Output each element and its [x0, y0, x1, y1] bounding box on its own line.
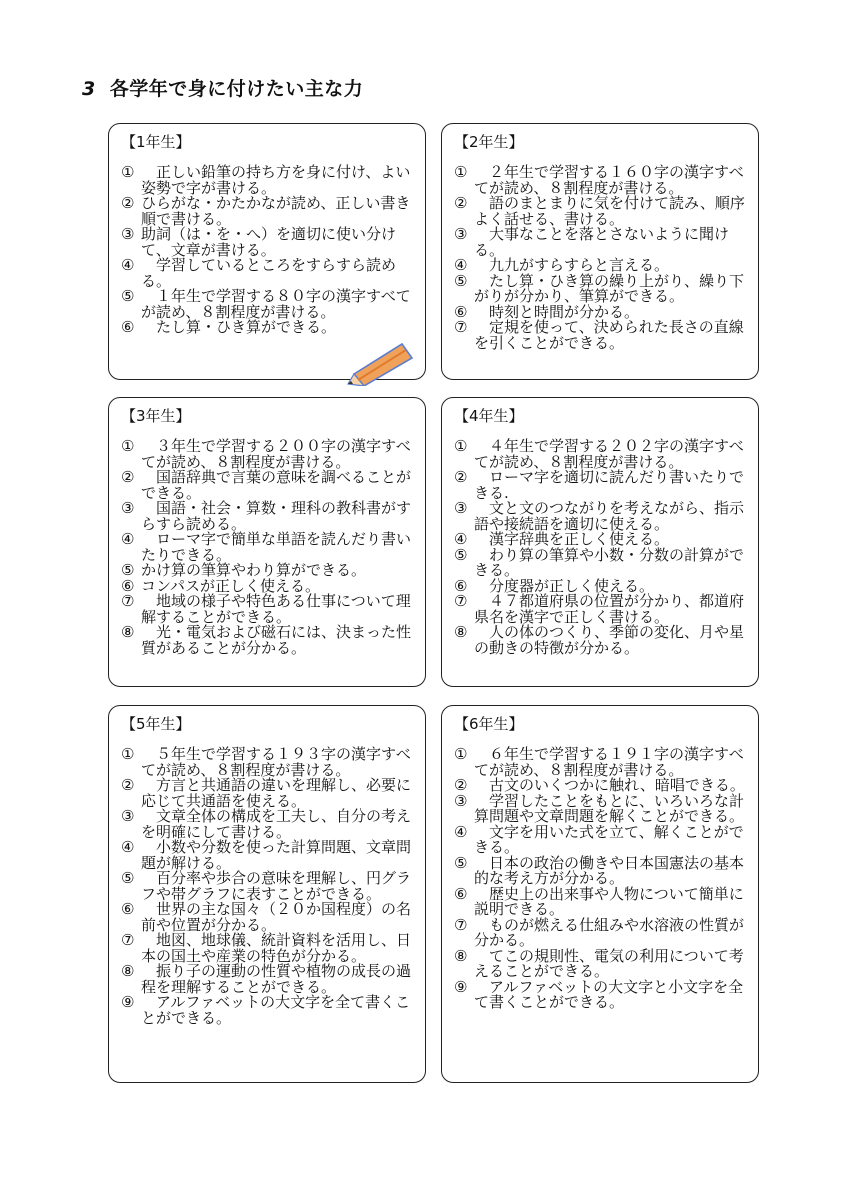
item-number: ⑦ — [121, 592, 135, 610]
item-number: ⑦ — [454, 592, 468, 610]
goal-item — [454, 196, 748, 227]
goal-item — [454, 625, 748, 656]
item-text: ２年生で学習する１６０字の漢字すべてが読め、８割程度が書ける。 — [474, 163, 744, 197]
grade-box-4 — [441, 397, 759, 687]
goal-item — [121, 258, 415, 289]
pencil-icon — [342, 340, 416, 386]
item-text: 古文のいくつかに触れ、暗唱できる。 — [474, 776, 745, 794]
goal-item — [454, 853, 748, 887]
item-number: ⑧ — [121, 623, 135, 641]
item-text: ひらがな・かたかなが読め、正しい書き順で書ける。 — [141, 194, 411, 228]
goal-item — [121, 902, 415, 933]
item-text: ローマ字を適切に読んだり書いたりできる. — [474, 468, 745, 502]
goal-item — [454, 946, 748, 980]
goal-item — [121, 501, 415, 532]
item-text: わり算の筆算や小数・分数の計算ができる。 — [474, 545, 745, 579]
item-text: 助詞（は・を・へ）を適切に使い分けて、文章が書ける。 — [141, 225, 397, 259]
goal-item — [121, 320, 415, 336]
item-number: ② — [454, 468, 468, 486]
item-text: 正しい鉛筆の持ち方を身に付け、よい姿勢で字が書ける。 — [141, 163, 411, 197]
goal-item — [454, 545, 748, 579]
goal-item — [454, 977, 748, 1011]
goal-item — [121, 840, 415, 871]
item-text: コンパスが正しく使える。 — [141, 576, 320, 595]
item-number: ④ — [454, 530, 468, 548]
item-number: ① — [121, 437, 135, 455]
item-text: 学習したことをもとに、いろいろな計算問題や文章問題を解くことができる。 — [474, 791, 745, 825]
item-text: 分度器が正しく使える。 — [474, 576, 655, 595]
goal-item — [454, 791, 748, 825]
item-number: ② — [121, 776, 135, 794]
grade-box-3 — [108, 397, 426, 687]
item-text: 国語辞典で言葉の意味を調べることができる。 — [141, 468, 412, 502]
item-text: 学習しているところをすらすら読める。 — [141, 256, 397, 290]
item-number: ⑥ — [454, 884, 468, 903]
goal-item — [454, 271, 748, 305]
item-text: ３年生で学習する２００字の漢字すべてが読め、８割程度が書ける。 — [141, 437, 411, 471]
grade-header: 【4年生】 — [454, 407, 524, 425]
item-text: 地図、地球儀、統計資料を活用し、日本の国土や産業の特色が分かる。 — [141, 931, 412, 965]
item-number: ③ — [121, 807, 135, 825]
item-text: 地域の様子や特色ある仕事について理解することができる。 — [141, 592, 411, 626]
item-text: 漢字辞典を正しく使える。 — [474, 530, 670, 548]
item-text: ４年生で学習する２０２字の漢字すべてが読め、８割程度が書ける。 — [474, 437, 744, 471]
goal-item — [121, 995, 415, 1026]
item-number: ③ — [121, 225, 135, 243]
item-text: 九九がすらすらと言える。 — [474, 256, 670, 274]
item-text: 百分率や歩合の意味を理解し、円グラフや帯グラフに表すことができる。 — [141, 869, 412, 903]
item-number: ③ — [121, 499, 135, 517]
goal-item — [454, 915, 748, 949]
item-number: ③ — [454, 225, 468, 243]
goal-item — [121, 532, 415, 563]
grade-header: 【5年生】 — [121, 715, 191, 733]
item-number: ② — [121, 468, 135, 486]
goal-item — [454, 501, 748, 532]
item-number: ⑧ — [454, 623, 468, 641]
goal-item — [454, 884, 748, 918]
item-number: ⑥ — [454, 302, 468, 321]
item-text: ６年生で学習する１９１字の漢字すべてが読め、８割程度が書ける。 — [474, 745, 744, 779]
item-text: 定規を使って、決められた長さの直線を引くことができる。 — [474, 318, 744, 352]
goal-item — [121, 933, 415, 964]
item-text: 日本の政治の働きや日本国憲法の基本的な考え方が分かる。 — [474, 853, 745, 887]
goal-item — [121, 594, 415, 625]
item-number: ⑤ — [121, 287, 135, 305]
item-number: ④ — [121, 838, 135, 856]
item-text: 人の体のつくり、季節の変化、月や星の動きの特徴が分かる。 — [474, 623, 745, 657]
item-text: アルファベットの大文字と小文字を全て書くことができる。 — [474, 977, 744, 1011]
item-text: １年生で学習する８０字の漢字すべてが読め、８割程度が書ける。 — [141, 287, 411, 321]
item-text: てこの規則性、電気の利用について考えることができる。 — [474, 946, 744, 980]
item-number: ② — [454, 776, 468, 794]
grade-header: 【3年生】 — [121, 407, 191, 425]
item-text: 方言と共通語の違いを理解し、必要に応じて共通語を使える。 — [141, 776, 412, 810]
item-text: 語のまとまりに気を付けて読み、順序よく話せる、書ける。 — [474, 194, 745, 228]
goal-item — [121, 439, 415, 470]
goal-item — [121, 227, 415, 258]
item-text: ものが燃える仕組みや水溶液の性質が分かる。 — [474, 915, 745, 949]
goal-item — [454, 822, 748, 856]
item-number: ⑤ — [121, 869, 135, 887]
item-number: ④ — [121, 256, 135, 274]
item-number: ⑥ — [121, 576, 135, 595]
goal-item — [121, 289, 415, 320]
item-number: ② — [121, 194, 135, 212]
grade-box-2 — [441, 123, 759, 380]
item-number: ⑦ — [121, 931, 135, 949]
item-number: ③ — [454, 791, 468, 810]
item-text: 歴史上の出来事や人物について簡単に説明できる。 — [474, 884, 744, 918]
grade-box-5 — [108, 705, 426, 1083]
item-number: ① — [121, 745, 135, 763]
item-number: ⑨ — [121, 993, 135, 1011]
goal-item — [454, 439, 748, 470]
item-number: ④ — [454, 822, 468, 841]
item-text: 時刻と時間が分かる。 — [474, 302, 640, 321]
item-number: ⑤ — [454, 271, 468, 290]
item-number: ⑧ — [454, 946, 468, 965]
item-text: 光・電気および磁石には、決まった性質があることが分かる。 — [141, 623, 412, 657]
item-text: かけ算の筆算やわり算ができる。 — [141, 561, 367, 579]
item-number: ⑤ — [121, 561, 135, 579]
item-number: ⑧ — [121, 962, 135, 980]
item-text: 国語・社会・算数・理科の教科書がすらすら読める。 — [141, 499, 412, 533]
goal-item — [121, 625, 415, 656]
section-title: 各学年で身に付けたい主な力 — [109, 78, 364, 100]
goal-item — [454, 227, 748, 258]
item-number: ⑦ — [454, 915, 468, 934]
goal-item — [454, 470, 748, 501]
item-text: 文と文のつながりを考えながら、指示語や接続語を適切に使える。 — [474, 499, 745, 533]
item-number: ① — [121, 163, 135, 181]
item-text: 大事なことを落とさないように聞ける。 — [474, 225, 730, 259]
goal-item — [454, 594, 748, 625]
item-number: ⑤ — [454, 853, 468, 872]
item-number: ⑤ — [454, 545, 468, 564]
item-number: ⑥ — [121, 318, 135, 336]
item-text: 小数や分数を使った計算問題、文章問題が解ける。 — [141, 838, 412, 872]
goal-item — [121, 778, 415, 809]
item-number: ⑥ — [454, 576, 468, 595]
item-number: ④ — [121, 530, 135, 548]
goal-item — [121, 196, 415, 227]
goal-item — [454, 165, 748, 196]
item-text: 振り子の運動の性質や植物の成長の過程を理解することができる。 — [141, 962, 412, 996]
item-text: 文章全体の構成を工夫し、自分の考えを明確にして書ける。 — [141, 807, 412, 841]
goal-item — [121, 871, 415, 902]
item-text: たし算・ひき算ができる。 — [141, 318, 337, 336]
goal-item — [121, 165, 415, 196]
goal-item — [454, 320, 748, 351]
goal-item — [121, 747, 415, 778]
item-text: ４７都道府県の位置が分かり、都道府県名を漢字で正しく書ける。 — [474, 592, 745, 626]
item-text: 世界の主な国々（２０か国程度）の名前や位置が分かる。 — [141, 900, 412, 934]
section-number: 3 — [82, 78, 96, 100]
goal-item — [121, 470, 415, 501]
page-title — [82, 74, 363, 101]
item-text: ローマ字で簡単な単語を読んだり書いたりできる。 — [141, 530, 412, 564]
item-number: ⑥ — [121, 900, 135, 918]
item-number: ② — [454, 194, 468, 212]
item-text: 文字を用いた式を立て、解くことができる。 — [474, 822, 744, 856]
grade-header: 【6年生】 — [454, 715, 524, 733]
item-text: アルファベットの大文字を全て書くことができる。 — [141, 993, 411, 1027]
item-number: ⑨ — [454, 977, 468, 996]
item-number: ① — [454, 437, 468, 455]
goal-item — [121, 964, 415, 995]
goal-item — [454, 747, 748, 778]
grade-header: 【2年生】 — [454, 133, 524, 151]
item-number: ④ — [454, 256, 468, 274]
item-number: ⑦ — [454, 318, 468, 336]
grade-header: 【1年生】 — [121, 133, 191, 151]
item-text: ５年生で学習する１９３字の漢字すべてが読め、８割程度が書ける。 — [141, 745, 411, 779]
item-number: ① — [454, 163, 468, 181]
item-number: ③ — [454, 499, 468, 517]
item-number: ① — [454, 745, 468, 763]
item-text: たし算・ひき算の繰り上がり、繰り下がりが分かり、筆算ができる。 — [474, 271, 745, 305]
grade-box-6 — [441, 705, 759, 1083]
goal-item — [121, 809, 415, 840]
